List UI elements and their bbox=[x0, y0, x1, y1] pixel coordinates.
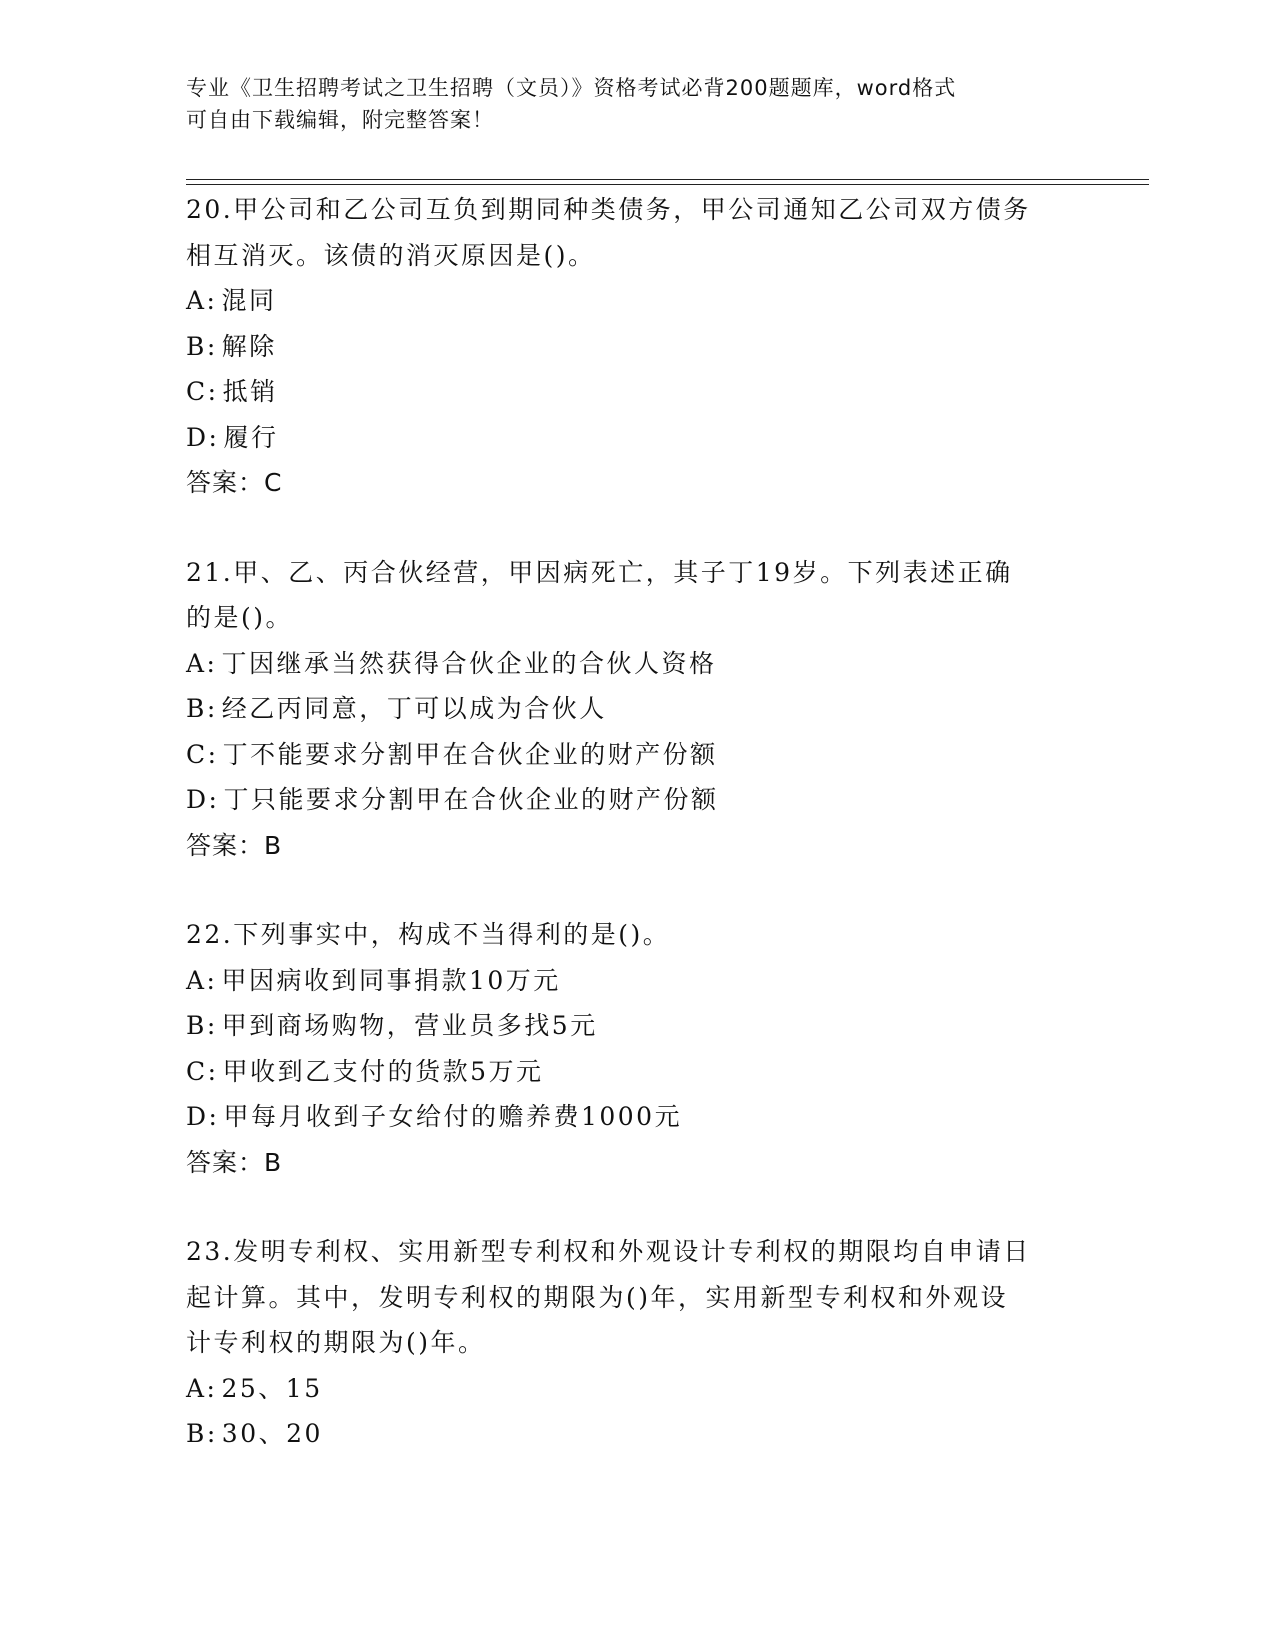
option-key: B: bbox=[186, 331, 218, 361]
option-key: C: bbox=[186, 377, 219, 406]
option-b bbox=[186, 686, 1086, 732]
option-c bbox=[186, 732, 1086, 778]
option-text: 25、15 bbox=[221, 1373, 323, 1403]
option-key: B: bbox=[186, 1011, 218, 1040]
option-text: 甲收到乙支付的货款5万元 bbox=[222, 1056, 544, 1086]
answer-line: 答案：B bbox=[186, 1147, 283, 1177]
answer-line: 答案：C bbox=[186, 468, 283, 497]
question-stem-line: 相互消灭。该债的消灭原因是()。 bbox=[186, 240, 596, 270]
option-text: 30、20 bbox=[221, 1419, 323, 1448]
option-b bbox=[186, 1411, 1086, 1457]
option-text: 甲到商场购物，营业员多找5元 bbox=[221, 1011, 598, 1040]
option-d bbox=[186, 415, 1086, 461]
option-key: C: bbox=[186, 739, 219, 769]
question-21 bbox=[186, 550, 1086, 869]
question-stem-line: 21.甲、乙、丙合伙经营，甲因病死亡，其子丁19岁。下列表述正确 bbox=[186, 557, 1013, 587]
option-key: A: bbox=[186, 286, 218, 315]
option-d bbox=[186, 777, 1086, 823]
option-text: 混同 bbox=[221, 286, 277, 315]
option-b bbox=[186, 1003, 1086, 1049]
option-a bbox=[186, 641, 1086, 687]
option-key: A: bbox=[186, 1373, 218, 1403]
option-a bbox=[186, 958, 1086, 1004]
header-line-2: 可自由下载编辑，附完整答案！ bbox=[186, 108, 494, 132]
option-text: 解除 bbox=[221, 331, 277, 361]
option-b bbox=[186, 324, 1086, 370]
option-d bbox=[186, 1094, 1086, 1140]
option-key: D: bbox=[186, 422, 220, 452]
option-text: 丁因继承当然获得合伙企业的合伙人资格 bbox=[221, 648, 717, 678]
option-text: 甲因病收到同事捐款10万元 bbox=[221, 965, 561, 995]
option-key: D: bbox=[186, 1102, 220, 1131]
question-stem-line: 计专利权的期限为()年。 bbox=[186, 1328, 486, 1357]
option-key: C: bbox=[186, 1056, 219, 1086]
answer-line: 答案：B bbox=[186, 830, 283, 860]
question-stem-line: 的是()。 bbox=[186, 603, 294, 632]
question-20 bbox=[186, 187, 1086, 506]
header-divider-top bbox=[186, 179, 1149, 180]
option-text: 丁不能要求分割甲在合伙企业的财产份额 bbox=[222, 739, 718, 769]
option-text: 履行 bbox=[223, 422, 279, 452]
question-stem-line: 22.下列事实中，构成不当得利的是()。 bbox=[186, 920, 671, 949]
question-list bbox=[186, 187, 1086, 1501]
option-key: B: bbox=[186, 1419, 218, 1448]
option-c bbox=[186, 1049, 1086, 1095]
option-key: D: bbox=[186, 785, 220, 814]
header-line-1: 专业《卫生招聘考试之卫生招聘（文员）》资格考试必背200题题库，word格式 bbox=[186, 76, 957, 100]
document-header bbox=[186, 72, 1066, 136]
header-divider-bottom bbox=[186, 184, 1149, 185]
option-text: 甲每月收到子女给付的赡养费1000元 bbox=[223, 1102, 683, 1131]
question-22 bbox=[186, 912, 1086, 1185]
option-text: 丁只能要求分割甲在合伙企业的财产份额 bbox=[223, 785, 719, 814]
question-stem-line: 20.甲公司和乙公司互负到期同种类债务，甲公司通知乙公司双方债务 bbox=[186, 195, 1031, 224]
option-text: 抵销 bbox=[222, 377, 278, 406]
question-stem-line: 23.发明专利权、实用新型专利权和外观设计专利权的期限均自申请日 bbox=[186, 1237, 1031, 1266]
option-c bbox=[186, 369, 1086, 415]
question-23 bbox=[186, 1229, 1086, 1457]
option-key: B: bbox=[186, 694, 218, 723]
option-key: A: bbox=[186, 965, 218, 995]
question-stem-line: 起计算。其中，发明专利权的期限为()年，实用新型专利权和外观设 bbox=[186, 1282, 1009, 1312]
option-a bbox=[186, 1366, 1086, 1412]
option-text: 经乙丙同意，丁可以成为合伙人 bbox=[221, 694, 607, 723]
option-a bbox=[186, 278, 1086, 324]
option-key: A: bbox=[186, 648, 218, 678]
